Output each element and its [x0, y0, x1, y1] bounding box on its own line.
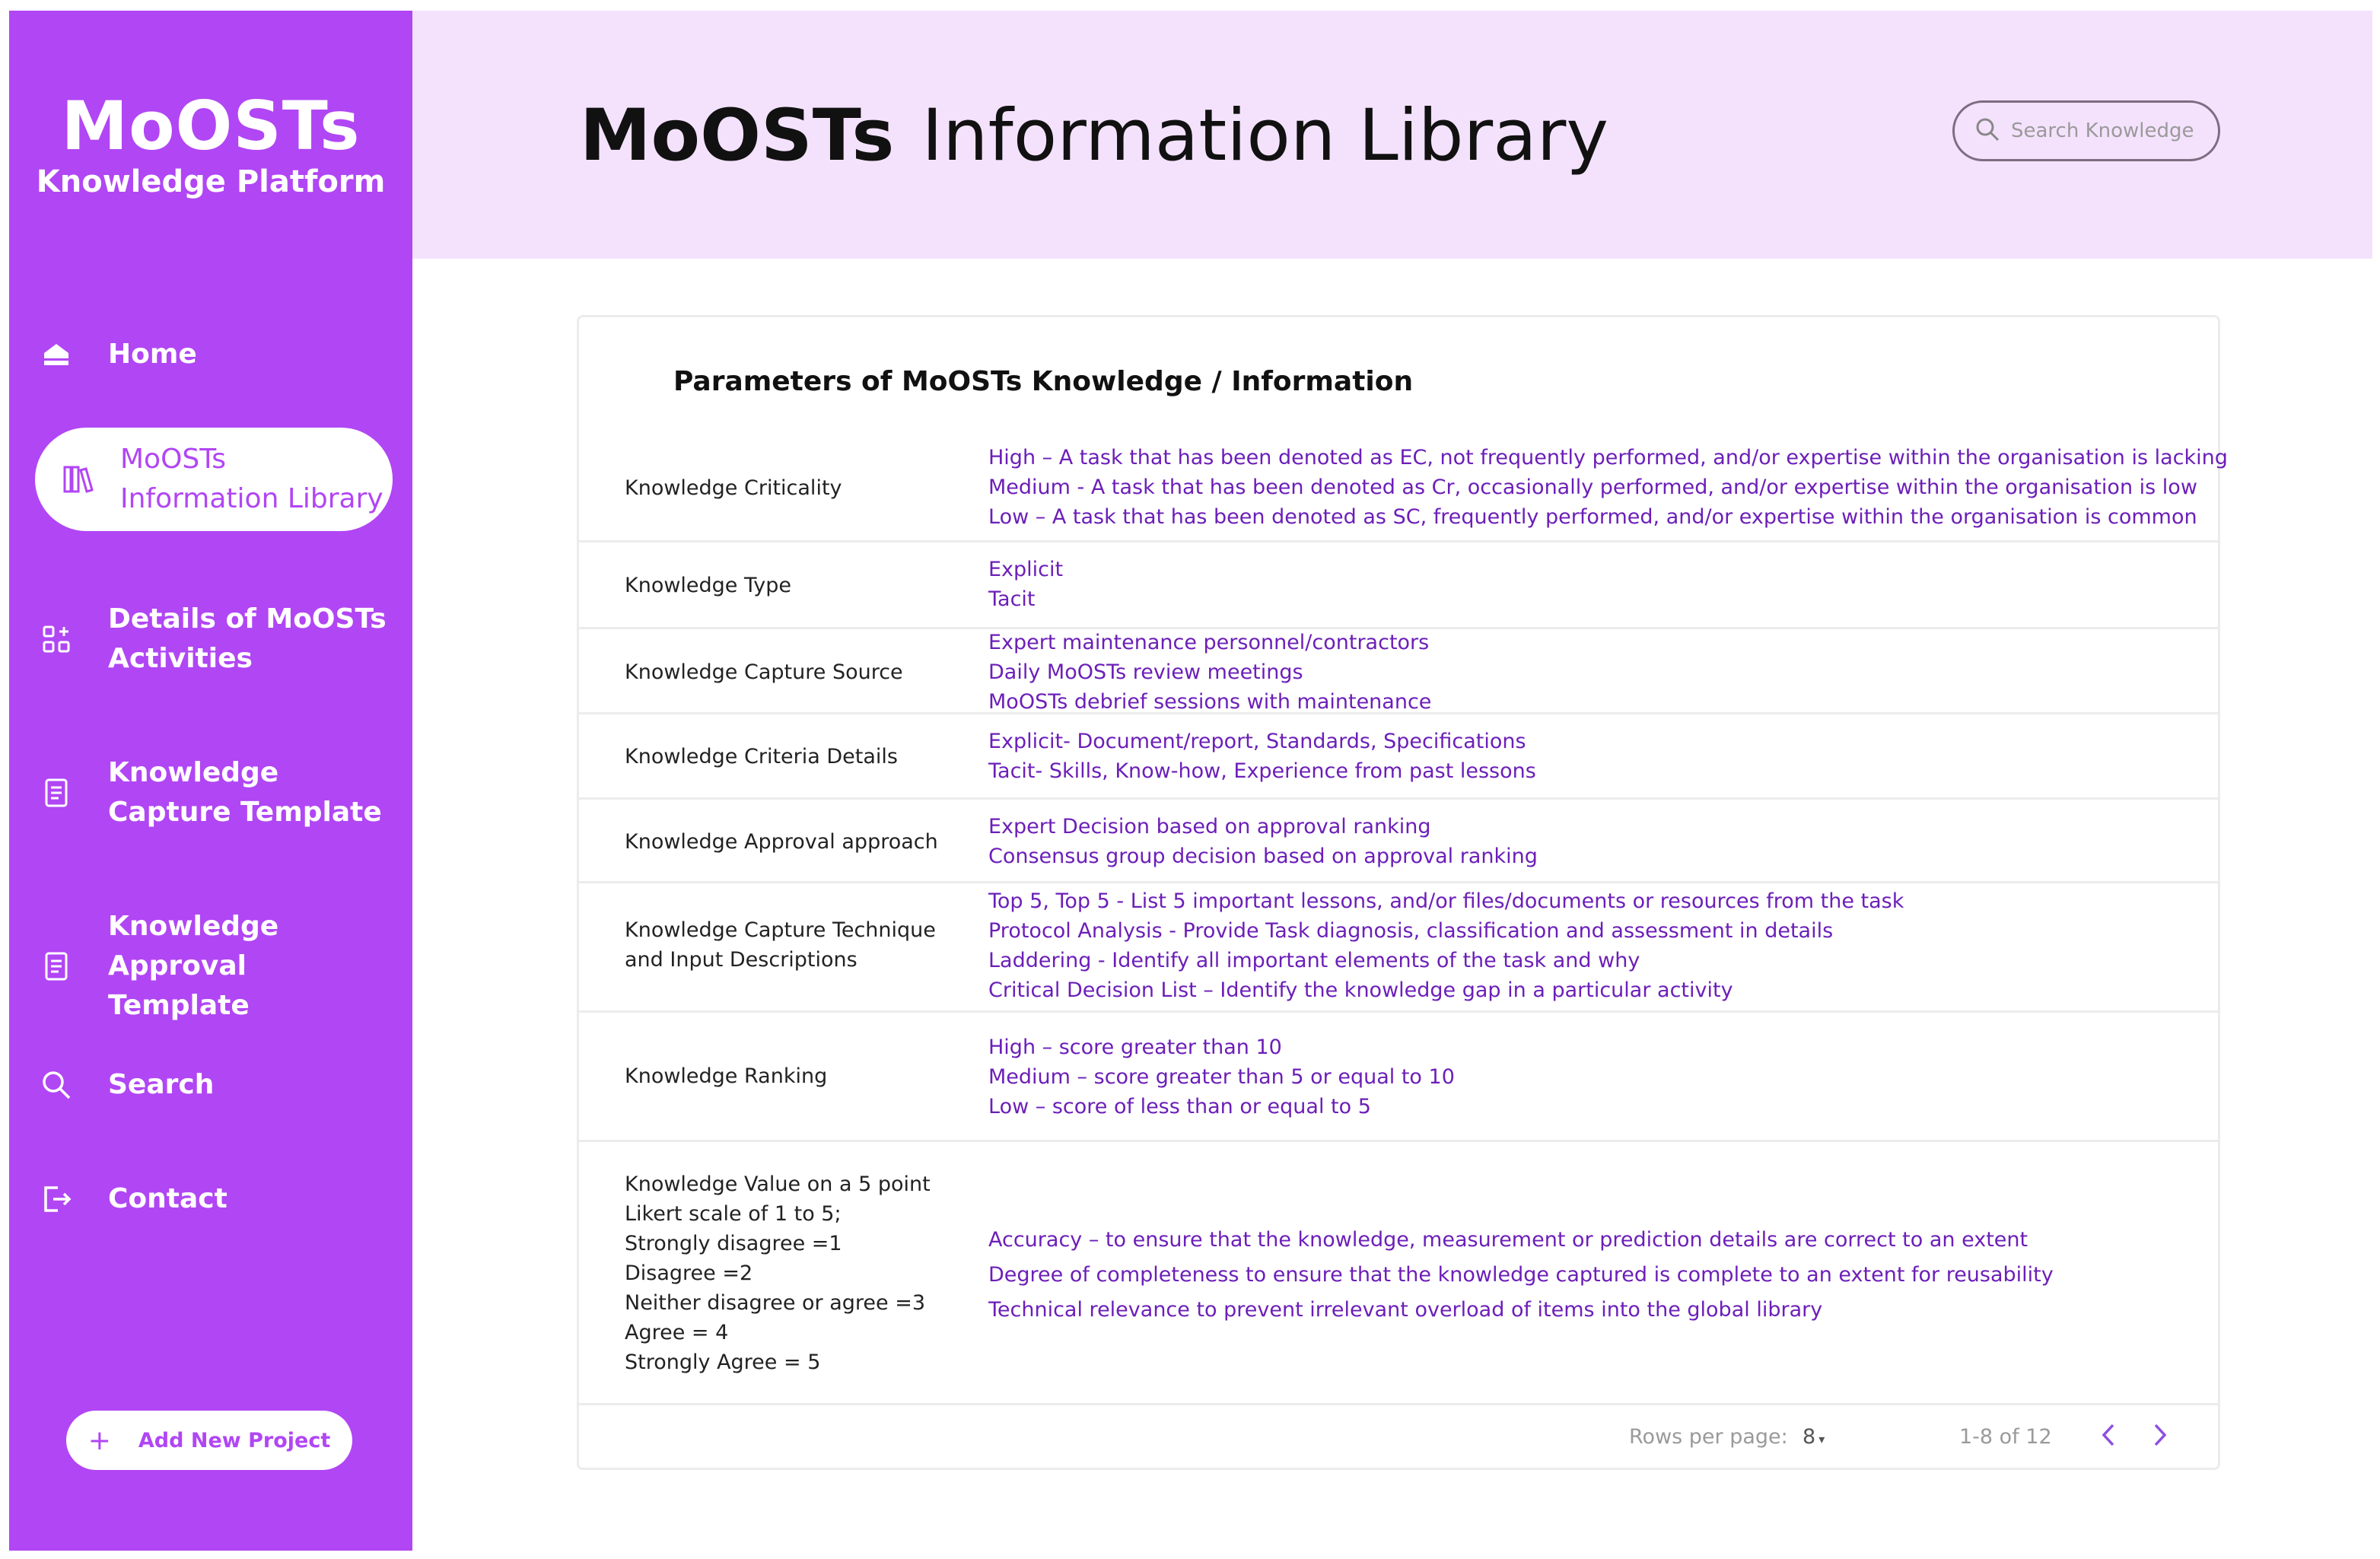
- sidebar: [9, 11, 412, 1551]
- sidebar-item-information-library[interactable]: [35, 428, 393, 531]
- parameters-card: [577, 315, 2228, 1470]
- sidebar-item-details-activities[interactable]: [35, 600, 393, 679]
- sidebar-item-contact[interactable]: [35, 1178, 393, 1220]
- search-icon: [35, 1064, 78, 1106]
- row-label: Knowledge Value on a 5 point Likert scale of 1 to 5; Strongly disagree =1 Disagree =2 Neither disagree or agree =3 Agree = 4 Strongly Agree = 5: [625, 1172, 931, 1374]
- table-row: [579, 430, 2228, 542]
- sidebar-item-label-line1: MoOSTs: [120, 444, 227, 475]
- sidebar-item-label-line2: Activities: [108, 643, 253, 674]
- row-values: Top 5, Top 5 - List 5 important lessons, and/or files/documents or resources from the task Protocol Analysis - Provide Task diagnosis, classification and assessment in details Laddering - Identify all important elements of the task and why Critical Decision List – Identify the knowledge gap in a particular activity: [988, 889, 1904, 1002]
- document-icon: [35, 772, 78, 814]
- row-label: Knowledge Type: [625, 574, 792, 597]
- table-row: [579, 542, 2218, 629]
- table-row: [579, 800, 2218, 883]
- sidebar-item-label-line2: Information Library: [120, 483, 383, 514]
- row-values: Explicit- Document/report, Standards, Specifications Tacit- Skills, Know-how, Experience from past lessons: [988, 730, 1536, 783]
- search-box[interactable]: [1952, 100, 2220, 161]
- sidebar-item-label-line1: Knowledge: [108, 757, 279, 788]
- row-label: Knowledge Criteria Details: [625, 745, 898, 768]
- sidebar-item-label: Contact: [108, 1183, 228, 1214]
- card-title: Parameters of MoOSTs Knowledge / Information: [673, 366, 1414, 397]
- sidebar-item-approval-template[interactable]: [35, 907, 393, 1026]
- table-row: [579, 1142, 2218, 1405]
- document-icon: [35, 945, 78, 988]
- next-page-button[interactable]: [2145, 1416, 2175, 1454]
- table-pagination: [579, 1405, 2218, 1469]
- rows-per-page-label: Rows per page:: [1629, 1425, 1788, 1449]
- row-values: Explicit Tacit: [988, 558, 1064, 611]
- table-row: [579, 883, 2218, 1013]
- brand-subtitle: Knowledge Platform: [36, 164, 386, 199]
- page-title-strong: MoOSTs: [580, 94, 895, 177]
- caret-down-icon: ▾: [1818, 1432, 1825, 1446]
- table-row: [579, 714, 2218, 800]
- add-new-project-label: Add New Project: [138, 1428, 331, 1452]
- chevron-right-icon: [2152, 1423, 2168, 1447]
- sidebar-item-home[interactable]: [35, 333, 393, 376]
- page-title: [580, 94, 1608, 177]
- table-row: [579, 629, 2218, 714]
- add-new-project-button[interactable]: [66, 1411, 352, 1470]
- header: [412, 11, 2372, 259]
- previous-page-button[interactable]: [2093, 1416, 2124, 1454]
- page-title-rest: Information Library: [921, 94, 1609, 177]
- sidebar-item-label-line1: Details of MoOSTs: [108, 603, 387, 635]
- row-values: High – score greater than 10 Medium – score greater than 5 or equal to 10 Low – score of less than or equal to 5: [988, 1036, 1455, 1118]
- pagination-range: 1-8 of 12: [1959, 1425, 2052, 1449]
- grid-icon: [35, 618, 78, 660]
- row-label: Knowledge Criticality: [625, 476, 842, 500]
- row-values: Expert Decision based on approval ranking Consensus group decision based on approval ranking: [988, 815, 1538, 868]
- sidebar-item-label: Search: [108, 1069, 215, 1100]
- plus-icon: +: [88, 1424, 111, 1456]
- row-label: Knowledge Capture Source: [625, 660, 903, 684]
- rows-per-page-select[interactable]: 8 ▾: [1803, 1425, 1825, 1449]
- row-label: Knowledge Approval approach: [625, 830, 938, 854]
- sidebar-item-label-line1: Knowledge: [108, 911, 279, 942]
- search-icon: [1974, 116, 2000, 145]
- logout-icon: [35, 1178, 78, 1220]
- row-values: Expert maintenance personnel/contractors Daily MoOSTs review meetings MoOSTs debrief sessions with maintenance: [988, 631, 1432, 714]
- sidebar-item-search[interactable]: [35, 1064, 393, 1106]
- brand-title: MoOSTs: [61, 87, 361, 165]
- row-label: Knowledge Capture Technique and Input Descriptions: [625, 918, 936, 972]
- row-values: Accuracy – to ensure that the knowledge, measurement or prediction details are correct to an extent Degree of completeness to ensure that the knowledge captured is complete to an extent for reusability Technical relevance to prevent irrelevant overload of items into the global library: [988, 1228, 2054, 1322]
- sidebar-item-label-line2: Capture Template: [108, 797, 382, 828]
- sidebar-item-label: Home: [108, 339, 197, 370]
- row-label: Knowledge Ranking: [625, 1064, 828, 1088]
- sidebar-item-capture-template[interactable]: [35, 753, 393, 832]
- library-icon: [58, 458, 100, 501]
- home-icon: [35, 333, 78, 376]
- table-row: [579, 1013, 2218, 1142]
- row-values: High – A task that has been denoted as EC, not frequently performed, and/or expertise within the organisation is lacking Medium - A task that has been denoted as Cr, occasionally performed, and/or expertise within the organisation is low Low – A task that has been denoted as SC, frequently performed, and/or expertise within the organisation is common: [988, 446, 2228, 529]
- sidebar-item-label-line2: Approval Template: [108, 950, 250, 1021]
- chevron-left-icon: [2101, 1423, 2116, 1447]
- search-input[interactable]: [2009, 119, 2215, 143]
